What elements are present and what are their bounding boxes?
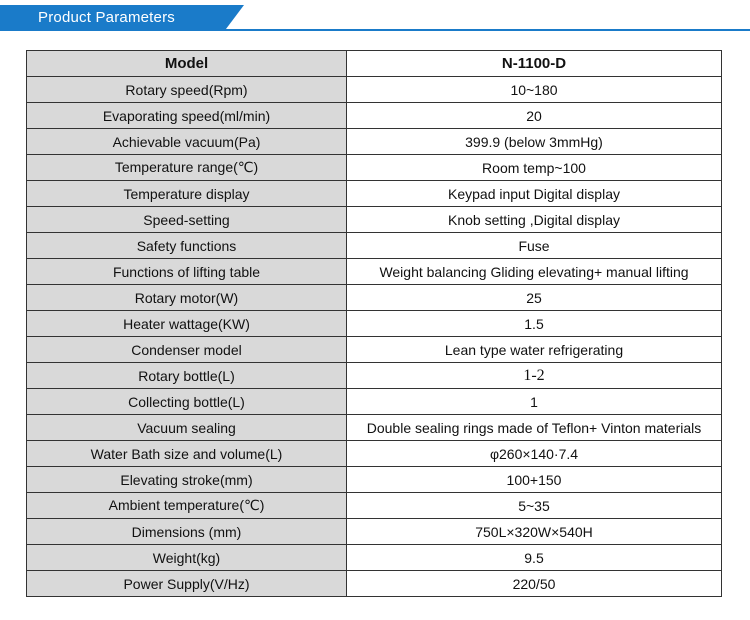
table-header-row [27, 51, 722, 77]
table-row [27, 415, 722, 441]
row-label: Weight(kg) [27, 545, 347, 571]
table-row [27, 519, 722, 545]
row-value: Keypad input Digital display [347, 181, 722, 207]
row-label: Ambient temperature(℃) [27, 493, 347, 519]
row-value: 10~180 [347, 77, 722, 103]
row-value: 20 [347, 103, 722, 129]
row-value: 25 [347, 285, 722, 311]
row-label: Rotary speed(Rpm) [27, 77, 347, 103]
row-label: Safety functions [27, 233, 347, 259]
row-value: Double sealing rings made of Teflon+ Vinton materials [347, 415, 722, 441]
row-value: Room temp~100 [347, 155, 722, 181]
row-label: Heater wattage(KW) [27, 311, 347, 337]
row-value: Knob setting ,Digital display [347, 207, 722, 233]
row-label: Elevating stroke(mm) [27, 467, 347, 493]
section-title: Product Parameters [38, 9, 175, 26]
table-row [27, 545, 722, 571]
table-row [27, 155, 722, 181]
row-value: 9.5 [347, 545, 722, 571]
model-label: Model [27, 51, 347, 77]
row-value: 5~35 [347, 493, 722, 519]
table-row [27, 337, 722, 363]
row-label: Temperature display [27, 181, 347, 207]
row-value: φ260×140·7.4 [347, 441, 722, 467]
table-row [27, 103, 722, 129]
row-value: Lean type water refrigerating [347, 337, 722, 363]
row-value: Fuse [347, 233, 722, 259]
row-label: Collecting bottle(L) [27, 389, 347, 415]
product-parameters-table [26, 50, 722, 597]
row-label: Evaporating speed(ml/min) [27, 103, 347, 129]
row-label: Temperature range(℃) [27, 155, 347, 181]
row-value: 1.5 [347, 311, 722, 337]
table-row [27, 493, 722, 519]
section-header [0, 0, 750, 34]
row-label: Condenser model [27, 337, 347, 363]
row-value: 220/50 [347, 571, 722, 597]
row-label: Achievable vacuum(Pa) [27, 129, 347, 155]
row-value: Weight balancing Gliding elevating+ manual lifting [347, 259, 722, 285]
model-value: N-1100-D [347, 51, 722, 77]
table-row [27, 77, 722, 103]
table-row [27, 285, 722, 311]
table-row [27, 363, 722, 389]
row-label: Rotary bottle(L) [27, 363, 347, 389]
row-label: Vacuum sealing [27, 415, 347, 441]
table-row [27, 181, 722, 207]
table-row [27, 571, 722, 597]
row-value: 750L×320W×540H [347, 519, 722, 545]
table-row [27, 389, 722, 415]
row-label: Water Bath size and volume(L) [27, 441, 347, 467]
table-row [27, 259, 722, 285]
table-row [27, 441, 722, 467]
row-value: 1 [347, 389, 722, 415]
row-value: 100+150 [347, 467, 722, 493]
table-row [27, 129, 722, 155]
row-label: Functions of lifting table [27, 259, 347, 285]
table-row [27, 207, 722, 233]
row-label: Power Supply(V/Hz) [27, 571, 347, 597]
table-row [27, 467, 722, 493]
row-label: Speed-setting [27, 207, 347, 233]
table-row [27, 311, 722, 337]
row-label: Dimensions (mm) [27, 519, 347, 545]
row-value: 399.9 (below 3mmHg) [347, 129, 722, 155]
row-value: 1-2 [347, 363, 722, 389]
row-label: Rotary motor(W) [27, 285, 347, 311]
table-row [27, 233, 722, 259]
